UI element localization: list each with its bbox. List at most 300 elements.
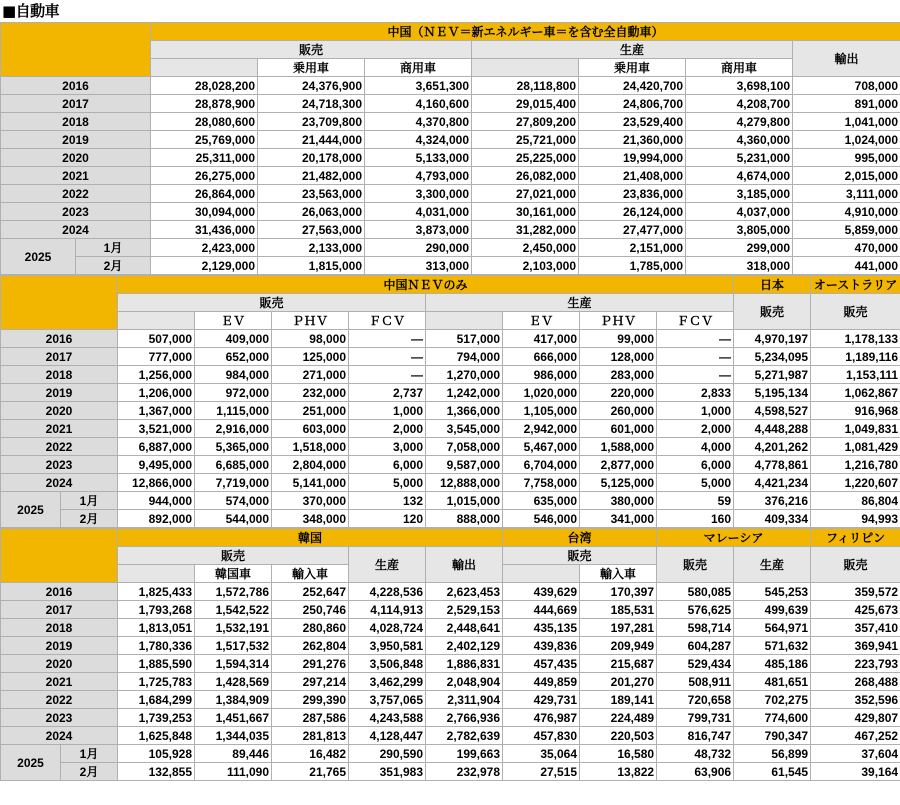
month-jan: 1月 [61,745,118,763]
table-cell: 944,000 [118,492,195,510]
table-cell: 7,758,000 [503,474,580,492]
header-malaysia: マレーシア [657,529,811,547]
table-cell: 3,462,299 [349,673,426,691]
table-cell: 3,185,000 [686,185,793,203]
table-cell: 21,765 [272,763,349,781]
table-cell: 1,256,000 [118,366,195,384]
year-cell: 2024 [1,474,118,492]
table-cell: 1,625,848 [118,727,195,745]
header-sales-passenger: 乗用車 [258,59,365,77]
year-cell: 2022 [1,438,118,456]
table-row [1,709,900,727]
table-china-all-vehicles [0,22,900,275]
table-cell: 702,275 [734,691,811,709]
table-cell: 86,804 [811,492,900,510]
table-cell: 972,000 [195,384,272,402]
table-cell: 359,572 [811,583,900,601]
table-cell: 48,732 [657,745,734,763]
table-cell: 2,450,000 [472,239,579,257]
table-cell: 545,253 [734,583,811,601]
table-cell: 546,000 [503,510,580,528]
table-cell: 799,731 [657,709,734,727]
table-cell: 370,000 [272,492,349,510]
table-cell: 26,124,000 [579,203,686,221]
year-cell: 2021 [1,420,118,438]
header-china-nev: 中国ＮＥＶのみ [118,276,734,294]
table-cell: 4,674,000 [686,167,793,185]
table-cell: 2,133,000 [258,239,365,257]
header-sales-total [151,59,258,77]
header-malaysia-sales: 販売 [657,547,734,583]
table-cell: 1,588,000 [580,438,657,456]
table-cell: 576,625 [657,601,734,619]
table-cell: 12,888,000 [426,474,503,492]
header-nev-sales: 販売 [118,294,426,312]
table-row [1,384,900,402]
table-cell: 56,899 [734,745,811,763]
table-cell: 13,822 [580,763,657,781]
table-cell: 476,987 [503,709,580,727]
table-cell: 99,000 [580,330,657,348]
table-cell: 790,347 [734,727,811,745]
table-cell: 290,000 [365,239,472,257]
month-feb: 2月 [76,257,151,275]
table-cell: 429,731 [503,691,580,709]
table-cell: 39,164 [811,763,900,781]
table-cell: 603,000 [272,420,349,438]
table-row [1,420,900,438]
header-taiwan-imported: 輸入車 [580,565,657,583]
table-cell: 417,000 [503,330,580,348]
table-cell: 290,590 [349,745,426,763]
table-cell: 4,208,700 [686,95,793,113]
table-cell: 4,228,536 [349,583,426,601]
table-cell: — [657,348,734,366]
table-cell: 2,804,000 [272,456,349,474]
table-cell: 2,423,000 [151,239,258,257]
table-cell: 291,276 [272,655,349,673]
table-row [1,438,900,456]
table-cell: 30,161,000 [472,203,579,221]
table-cell: 4,000 [657,438,734,456]
table-row [1,637,900,655]
year-cell: 2019 [1,637,118,655]
header-sales-phv: ＰＨＶ [272,312,349,330]
table-cell: — [349,348,426,366]
table-cell: 7,058,000 [426,438,503,456]
corner-cell [1,23,151,77]
table-cell: 224,489 [580,709,657,727]
table-cell: 215,687 [580,655,657,673]
year-2025: 2025 [1,745,61,781]
table-cell: 3,506,848 [349,655,426,673]
table-cell: 4,160,600 [365,95,472,113]
table-cell: 580,085 [657,583,734,601]
table-cell: 1,451,667 [195,709,272,727]
table-cell: 467,252 [811,727,900,745]
table-cell: 4,279,800 [686,113,793,131]
year-cell: 2022 [1,185,151,203]
table-cell: 232,978 [426,763,503,781]
table-cell: 313,000 [365,257,472,275]
table-cell: 916,968 [811,402,900,420]
table-cell: 160 [657,510,734,528]
table-row [1,727,900,745]
table-cell: 94,993 [811,510,900,528]
header-australia-sales: 販売 [811,294,900,330]
table-row [1,185,900,203]
year-cell: 2017 [1,348,118,366]
table-cell: 1,189,116 [811,348,900,366]
table-cell: 2,000 [349,420,426,438]
year-cell: 2021 [1,673,118,691]
table-cell: 449,859 [503,673,580,691]
table-cell: 299,390 [272,691,349,709]
table-cell: 23,563,000 [258,185,365,203]
table-cell: 485,186 [734,655,811,673]
header-nev-sales-total [118,312,195,330]
table-cell: 2,129,000 [151,257,258,275]
table-cell: 5,000 [349,474,426,492]
table-cell: 1,062,867 [811,384,900,402]
table-cell: 271,000 [272,366,349,384]
table-cell: 892,000 [118,510,195,528]
table-cell: 5,141,000 [272,474,349,492]
table-cell: 425,673 [811,601,900,619]
header-nev-prod-total [426,312,503,330]
table-row [1,203,900,221]
table-cell: 1,886,831 [426,655,503,673]
table-cell: 2,766,936 [426,709,503,727]
table-cell: 3,805,000 [686,221,793,239]
table-cell: 6,704,000 [503,456,580,474]
header-prod-fcv: ＦＣＶ [657,312,734,330]
header-korea-imported: 輸入車 [272,565,349,583]
table-cell: 380,000 [580,492,657,510]
table-cell: 232,000 [272,384,349,402]
year-cell: 2023 [1,709,118,727]
table-cell: 4,028,724 [349,619,426,637]
table-cell: 2,877,000 [580,456,657,474]
table-cell: 888,000 [426,510,503,528]
table-cell: 24,376,900 [258,77,365,95]
table-cell: 35,064 [503,745,580,763]
table-cell: 1,049,831 [811,420,900,438]
table-cell: 352,596 [811,691,900,709]
table-cell: 1,815,000 [258,257,365,275]
header-philippines-sales: 販売 [811,547,900,583]
table-cell: 21,482,000 [258,167,365,185]
year-cell: 2024 [1,727,118,745]
table-cell: 120 [349,510,426,528]
table-row [1,655,900,673]
table-cell: 23,836,000 [579,185,686,203]
table-cell: 5,231,000 [686,149,793,167]
table-cell: 1,020,000 [503,384,580,402]
table-cell: 5,467,000 [503,438,580,456]
month-jan: 1月 [76,239,151,257]
table-cell: 12,866,000 [118,474,195,492]
table-cell: 287,586 [272,709,349,727]
table-cell: 351,983 [349,763,426,781]
table-cell: 4,031,000 [365,203,472,221]
table-cell: 105,928 [118,745,195,763]
table-cell: 262,804 [272,637,349,655]
header-prod-commercial: 商用車 [686,59,793,77]
header-sales-fcv: ＦＣＶ [349,312,426,330]
table-china-nev [0,275,900,528]
table-cell: 3,111,000 [793,185,900,203]
year-2025: 2025 [1,492,61,528]
table-cell: 4,793,000 [365,167,472,185]
table-cell: 1,216,780 [811,456,900,474]
table-cell: 1,428,569 [195,673,272,691]
year-cell: 2017 [1,95,151,113]
year-cell: 2024 [1,221,151,239]
table-cell: 250,746 [272,601,349,619]
table-cell: 111,090 [195,763,272,781]
table-cell: 6,887,000 [118,438,195,456]
header-china-all: 中国（ＮＥＶ＝新エネルギー車＝を含む全自動車） [151,23,900,41]
table-cell: — [657,366,734,384]
table-cell: 1,153,111 [811,366,900,384]
table-cell: 27,563,000 [258,221,365,239]
table-cell: 5,234,095 [734,348,811,366]
table-cell: 201,270 [580,673,657,691]
table-cell: 26,864,000 [151,185,258,203]
year-cell: 2016 [1,583,118,601]
header-korea-production: 生産 [349,547,426,583]
table-row [1,77,900,95]
table-cell: 297,214 [272,673,349,691]
year-cell: 2018 [1,113,151,131]
table-cell: 357,410 [811,619,900,637]
table-cell: 652,000 [195,348,272,366]
table-cell: 4,243,588 [349,709,426,727]
table-cell: 517,000 [426,330,503,348]
table-cell: 7,719,000 [195,474,272,492]
table-cell: 268,488 [811,673,900,691]
table-cell: 529,434 [657,655,734,673]
table-row [1,619,900,637]
table-cell: 564,971 [734,619,811,637]
table-cell: 508,911 [657,673,734,691]
table-cell: 16,482 [272,745,349,763]
table-cell: 24,806,700 [579,95,686,113]
header-korean-car: 韓国車 [195,565,272,583]
header-prod-phv: ＰＨＶ [580,312,657,330]
table-cell: 2,000 [657,420,734,438]
table-cell: 199,663 [426,745,503,763]
table-cell: 4,910,000 [793,203,900,221]
table-cell: 27,021,000 [472,185,579,203]
month-feb: 2月 [61,510,118,528]
table-cell: 318,000 [686,257,793,275]
table-cell: 708,000 [793,77,900,95]
header-export: 輸出 [793,41,900,77]
table-row [1,95,900,113]
table-cell: 348,000 [272,510,349,528]
table-cell: 25,225,000 [472,149,579,167]
table-cell: 2,623,453 [426,583,503,601]
table-cell: 1,572,786 [195,583,272,601]
table-cell: 23,709,800 [258,113,365,131]
table-cell: 1,024,000 [793,131,900,149]
table-row [1,167,900,185]
table-row [1,221,900,239]
table-cell: 574,000 [195,492,272,510]
header-taiwan: 台湾 [503,529,657,547]
year-cell: 2019 [1,384,118,402]
table-cell: 220,000 [580,384,657,402]
table-cell: 5,125,000 [580,474,657,492]
table-asia-countries [0,528,900,781]
table-cell: 481,651 [734,673,811,691]
table-row [1,348,900,366]
year-cell: 2018 [1,366,118,384]
table-cell: 6,685,000 [195,456,272,474]
page-title: ■自動車 [2,2,60,20]
table-cell: 24,420,700 [579,77,686,95]
table-cell: 27,515 [503,763,580,781]
table-cell: 170,397 [580,583,657,601]
table-cell: 283,000 [580,366,657,384]
header-japan: 日本 [734,276,811,294]
table-cell: 28,878,900 [151,95,258,113]
table-cell: 23,529,400 [579,113,686,131]
table-cell: 1,015,000 [426,492,503,510]
table-cell: 984,000 [195,366,272,384]
table-cell: 1,115,000 [195,402,272,420]
month-jan: 1月 [61,492,118,510]
table-cell: 777,000 [118,348,195,366]
year-cell: 2016 [1,77,151,95]
table-cell: 26,063,000 [258,203,365,221]
table-cell: 4,778,861 [734,456,811,474]
table-cell: 816,747 [657,727,734,745]
table-cell: 5,859,000 [793,221,900,239]
table-cell: 2,103,000 [472,257,579,275]
table-cell: 189,141 [580,691,657,709]
header-korea-export: 輸出 [426,547,503,583]
table-cell: 435,135 [503,619,580,637]
table-row [1,366,900,384]
table-cell: 1,220,607 [811,474,900,492]
year-cell: 2023 [1,203,151,221]
table-cell: 1,793,268 [118,601,195,619]
table-cell: 1,041,000 [793,113,900,131]
table-cell: 2,311,904 [426,691,503,709]
table-cell: 3,757,065 [349,691,426,709]
table-cell: 2,448,641 [426,619,503,637]
header-malaysia-production: 生産 [734,547,811,583]
header-korea: 韓国 [118,529,503,547]
table-cell: 1,242,000 [426,384,503,402]
table-cell: 28,028,200 [151,77,258,95]
table-cell: 63,906 [657,763,734,781]
year-cell: 2020 [1,655,118,673]
table-cell: — [657,330,734,348]
table-cell: 429,807 [811,709,900,727]
table-row [1,583,900,601]
table-cell: 26,082,000 [472,167,579,185]
header-nev-production: 生産 [426,294,734,312]
table-cell: 220,503 [580,727,657,745]
table-row [1,330,900,348]
table-cell: 891,000 [793,95,900,113]
header-sales-commercial: 商用車 [365,59,472,77]
table-cell: 21,444,000 [258,131,365,149]
table-cell: 439,629 [503,583,580,601]
table-cell: 995,000 [793,149,900,167]
table-cell: 25,721,000 [472,131,579,149]
table-cell: 1,725,783 [118,673,195,691]
table-cell: 128,000 [580,348,657,366]
table-cell: 20,178,000 [258,149,365,167]
header-prod-passenger: 乗用車 [579,59,686,77]
table-cell: 3,651,300 [365,77,472,95]
table-cell: 1,178,133 [811,330,900,348]
header-korea-sales-total [118,565,195,583]
table-cell: 1,000 [657,402,734,420]
table-cell: 27,809,200 [472,113,579,131]
corner-cell [1,276,118,330]
table-cell: 28,080,600 [151,113,258,131]
header-prod-total [472,59,579,77]
table-cell: 9,587,000 [426,456,503,474]
header-korea-sales: 販売 [118,547,349,565]
table-cell: 1,684,299 [118,691,195,709]
table-cell: 3,000 [349,438,426,456]
year-cell: 2022 [1,691,118,709]
table-cell: 1,825,433 [118,583,195,601]
header-japan-sales: 販売 [734,294,811,330]
year-cell: 2020 [1,149,151,167]
header-prod-ev: ＥＶ [503,312,580,330]
table-cell: 260,000 [580,402,657,420]
table-cell: 31,282,000 [472,221,579,239]
table-cell: 27,477,000 [579,221,686,239]
table-cell: 1,105,000 [503,402,580,420]
table-cell: 4,201,262 [734,438,811,456]
table-cell: 457,830 [503,727,580,745]
header-sales: 販売 [151,41,472,59]
table-cell: 1,270,000 [426,366,503,384]
table-cell: 61,545 [734,763,811,781]
table-cell: 4,421,234 [734,474,811,492]
table-cell: 281,813 [272,727,349,745]
table-row [1,691,900,709]
header-sales-ev: ＥＶ [195,312,272,330]
table-cell: 16,580 [580,745,657,763]
table-cell: 3,300,000 [365,185,472,203]
table-cell: 29,015,400 [472,95,579,113]
table-cell: — [349,330,426,348]
table-cell: 26,275,000 [151,167,258,185]
table-row [1,149,900,167]
table-cell: 9,495,000 [118,456,195,474]
table-cell: 1,532,191 [195,619,272,637]
table-cell: 1,739,253 [118,709,195,727]
table-cell: 4,370,800 [365,113,472,131]
table-cell: 1,206,000 [118,384,195,402]
table-cell: 5,271,987 [734,366,811,384]
year-cell: 2019 [1,131,151,149]
year-cell: 2021 [1,167,151,185]
table-row [1,402,900,420]
table-cell: 5,365,000 [195,438,272,456]
table-cell: 601,000 [580,420,657,438]
